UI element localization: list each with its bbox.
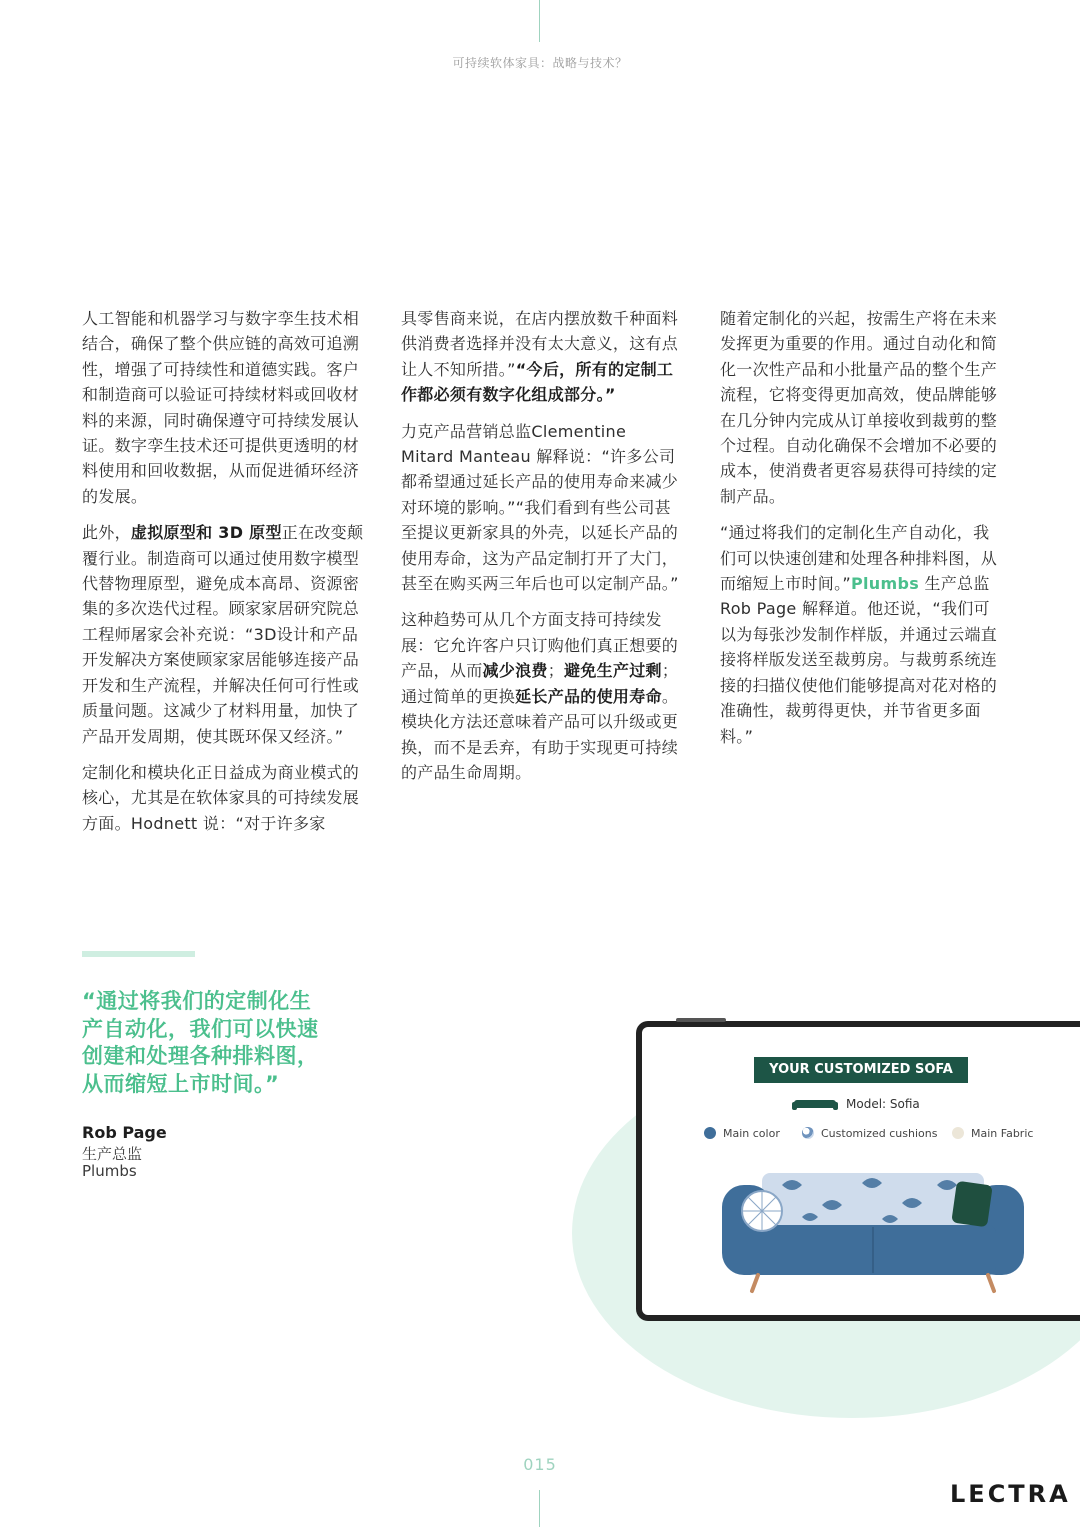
paragraph: 这种趋势可从几个方面支持可持续发展：它允许客户只订购他们真正想要的产品，从而减少浪费；避免生产过剩；通过简单的更换延长产品的使用寿命。模块化方法还意味着产品可以升级或更换，而不是丢弃，有助于实现更可持续的产品生命周期。: [401, 610, 679, 782]
paragraph: 人工智能和机器学习与数字孪生技术相结合，确保了整个供应链的高效可追溯性，增强了可持续性和道德实践。客户和制造商可以验证可持续材料或回收材料的来源，同时确保遵守可持续发展认证。数字孪生技术还可提供更透明的材料使用和回收数据，从而促进循环经济的发展。: [82, 309, 360, 506]
paragraph: 力克产品营销总监Clementine Mitard Manteau 解释说：“许多公司都希望通过延长产品的使用寿命来减少对环境的影响。”“我们看到有些公司甚至提议更新家具的外壳，以延长产品的使用寿命，这为产品定制打开了大门，甚至在购买两三年后也可以定制产品。”: [401, 421, 679, 594]
paragraph: 具零售商来说，在店内摆放数千种面料供消费者选择并没有太大意义，这有点让人不知所措。”“今后，所有的定制工作都必须有数字化组成部分。”: [401, 309, 679, 405]
page-number: 015: [523, 1455, 557, 1474]
quote-author-company: Plumbs: [82, 1162, 137, 1180]
text-column-3: [720, 306, 1002, 760]
running-header: 可持续软体家具：战略与技术？: [452, 56, 628, 70]
sofa-illustration: [722, 1165, 1024, 1295]
tablet-button: [676, 1018, 726, 1022]
brand-highlight: Plumbs: [851, 574, 920, 594]
top-divider-line: [539, 0, 540, 42]
color-swatch-icon: [704, 1127, 716, 1139]
option-main-color[interactable]: Main color: [704, 1127, 780, 1140]
paragraph: “通过将我们的定制化生产自动化，我们可以快速创建和处理各种排料图，从而缩短上市时间。”Plumbs 生产总监 Rob Page 解释道。他还说，“我们可以为每张沙发制作样版，并通过云端直接将样版发送至裁剪房。与裁剪系统连接的扫描仪使他们能够提高对花对格的准确性，裁剪得更快，并节省更多面料。”: [720, 523, 998, 746]
fabric-swatch-icon: [952, 1127, 964, 1139]
text-column-2: [401, 306, 683, 796]
quote-author-title: 生产总监: [82, 1145, 143, 1163]
quote-accent-bar: [82, 951, 195, 957]
tablet-mockup: [636, 1021, 1080, 1321]
pattern-swatch-icon: [802, 1127, 814, 1139]
option-main-fabric[interactable]: Main Fabric: [952, 1127, 1033, 1140]
sofa-model-icon: [792, 1099, 838, 1111]
bottom-divider-line: [539, 1490, 540, 1527]
lectra-logo: LECTRA: [950, 1480, 1071, 1508]
pull-quote: “通过将我们的定制化生产自动化，我们可以快速创建和处理各种排料图，从而缩短上市时间。”: [82, 989, 319, 1096]
model-label: Model: Sofia: [846, 1097, 920, 1111]
quote-author-name: Rob Page: [82, 1123, 167, 1142]
paragraph: 随着定制化的兴起，按需生产将在未来发挥更为重要的作用。通过自动化和简化一次性产品和小批量产品的整个生产流程，它将变得更加高效，使品牌能够在几分钟内完成从订单接收到裁剪的整个过程。自动化确保不会增加不必要的成本，使消费者更容易获得可持续的定制产品。: [720, 309, 998, 506]
paragraph: 定制化和模块化正日益成为商业模式的核心，尤其是在软体家具的可持续发展方面。Hodnett 说：“对于许多家: [82, 762, 360, 833]
text-column-1: [82, 306, 364, 847]
configurator-title: YOUR CUSTOMIZED SOFA: [754, 1057, 968, 1083]
paragraph: 此外，虚拟原型和 3D 原型正在改变颠覆行业。制造商可以通过使用数字模型代替物理原型，避免成本高昂、资源密集的多次迭代过程。顾家家居研究院总工程师屠家会补充说：“3D设计和产品开发解决方案使顾家家居能够连接产品开发和生产流程，并解决任何可行性或质量问题。这减少了材料用量，加快了产品开发周期，使其既环保又经济。”: [82, 523, 364, 746]
sofa-configurator-screen: [642, 1027, 1080, 1315]
option-customized-cushions[interactable]: Customized cushions: [802, 1127, 937, 1140]
